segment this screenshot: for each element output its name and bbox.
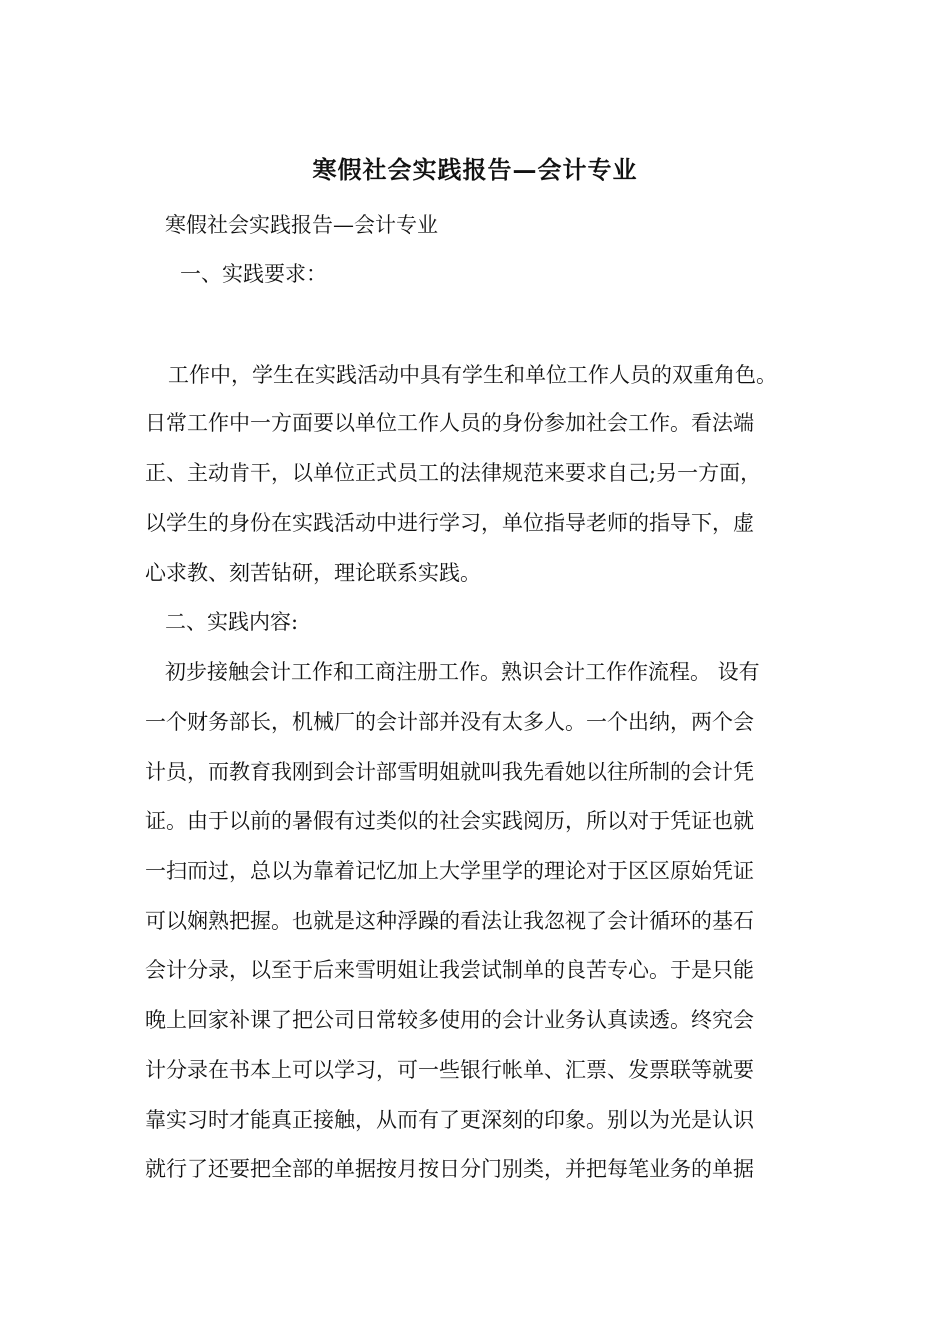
paragraph-line: 计员，而教育我刚到会计部雪明姐就叫我先看她以往所制的会计凭 bbox=[145, 760, 754, 784]
paragraph-line: 工作中，学生在实践活动中具有学生和单位工作人员的双重角色。 bbox=[168, 363, 777, 387]
paragraph-line: 以学生的身份在实践活动中进行学习，单位指导老师的指导下，虚 bbox=[145, 511, 754, 535]
paragraph-line: 靠实习时才能真正接触，从而有了更深刻的印象。别以为光是认识 bbox=[145, 1108, 754, 1132]
document-title: 寒假社会实践报告—会计专业 bbox=[312, 155, 638, 184]
paragraph-line: 一个财务部长，机械厂的会计部并没有太多人。一个出纳，两个会 bbox=[145, 710, 754, 734]
document-subtitle: 寒假社会实践报告—会计专业 bbox=[165, 213, 438, 237]
paragraph-line: 一扫而过，总以为靠着记忆加上大学里学的理论对于区区原始凭证 bbox=[145, 859, 754, 883]
paragraph-line: 计分录在书本上可以学习，可一些银行帐单、汇票、发票联等就要 bbox=[145, 1058, 754, 1082]
paragraph-line: 就行了还要把全部的单据按月按日分门别类，并把每笔业务的单据 bbox=[145, 1157, 754, 1181]
paragraph-line: 初步接触会计工作和工商注册工作。熟识会计工作作流程。 设有 bbox=[165, 660, 760, 684]
paragraph-line: 心求教、刻苦钻研，理论联系实践。 bbox=[145, 561, 481, 585]
paragraph-line: 可以娴熟把握。也就是这种浮躁的看法让我忽视了会计循环的基石 bbox=[145, 909, 754, 933]
paragraph-line: 日常工作中一方面要以单位工作人员的身份参加社会工作。看法端 bbox=[145, 411, 754, 435]
paragraph-line: 晚上回家补课了把公司日常较多使用的会计业务认真读透。终究会 bbox=[145, 1008, 754, 1032]
section-heading-content: 二、实践内容: bbox=[165, 610, 299, 634]
paragraph-line: 正、主动肯干，以单位正式员工的法律规范来要求自己;另一方面， bbox=[145, 461, 762, 485]
paragraph-line: 证。由于以前的暑假有过类似的社会实践阅历，所以对于凭证也就 bbox=[145, 809, 754, 833]
section-heading-requirements: 一、实践要求： bbox=[180, 262, 327, 286]
paragraph-line: 会计分录，以至于后来雪明姐让我尝试制单的良苦专心。于是只能 bbox=[145, 958, 754, 982]
